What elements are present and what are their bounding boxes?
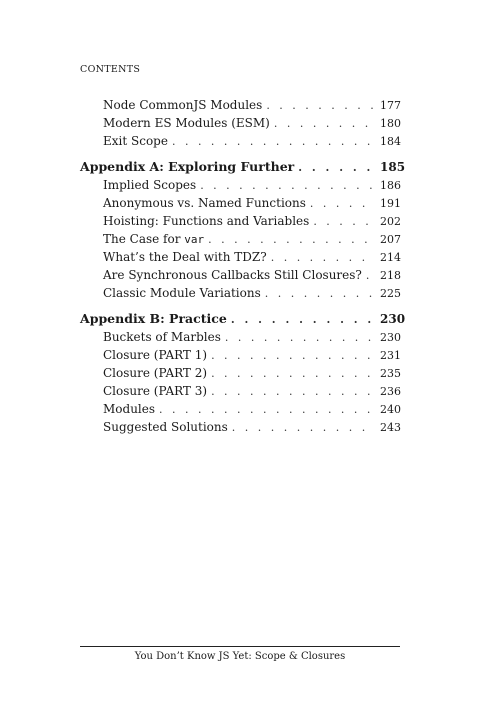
toc-entry[interactable] (80, 328, 400, 346)
toc-entry-label: Implied Scopes (103, 178, 197, 192)
dot-leader (271, 249, 374, 267)
toc-entry[interactable] (80, 176, 400, 194)
toc-entry-label: Classic Module Variations (103, 286, 261, 300)
toc-entry[interactable] (80, 266, 400, 284)
toc-entry[interactable] (80, 194, 400, 212)
toc-entry-page: 214 (380, 251, 401, 264)
toc-entry[interactable] (80, 96, 400, 114)
running-footer: You Don’t Know JS Yet: Scope & Closures (134, 651, 346, 662)
dot-leader (208, 231, 374, 249)
toc-entry-page: 225 (380, 287, 401, 300)
toc-entry-label: Modern ES Modules (ESM) (103, 116, 270, 130)
toc-entry-label: Exit Scope (103, 134, 168, 148)
toc-entry-label: Modules (103, 402, 156, 416)
toc-entry-page: 243 (380, 421, 401, 434)
toc-heading-appendix-b[interactable] (80, 310, 406, 328)
toc-entry[interactable] (80, 114, 400, 132)
toc-entry-label-code: var (184, 233, 205, 246)
toc-entry-label-prefix: The Case for (103, 232, 185, 246)
toc-heading-page: 230 (380, 312, 406, 326)
toc-heading-page: 185 (380, 160, 406, 174)
toc-heading-appendix-a[interactable] (80, 158, 406, 176)
toc-section-continued (80, 96, 400, 150)
toc-entry[interactable] (80, 132, 400, 150)
dot-leader (265, 285, 374, 303)
dot-leader (159, 401, 374, 419)
toc-entry[interactable] (80, 284, 400, 302)
toc-entry-label: Buckets of Marbles (103, 330, 221, 344)
toc-heading-label: Appendix B: Practice (80, 311, 227, 326)
toc-heading-label: Appendix A: Exploring Further (80, 159, 295, 174)
toc-entry[interactable] (80, 418, 400, 436)
dot-leader (310, 195, 374, 213)
dot-leader (200, 177, 374, 195)
toc-entry-page: 240 (380, 403, 401, 416)
toc-entry-label: Closure (PART 3) (103, 384, 208, 398)
toc-entry-page: 177 (380, 99, 401, 112)
dot-leader (211, 383, 374, 401)
toc-entry-page: 230 (380, 331, 401, 344)
toc-entry-label: Are Synchronous Callbacks Still Closures? (103, 268, 362, 282)
dot-leader (211, 347, 374, 365)
toc-entry[interactable] (80, 364, 400, 382)
toc-entry[interactable] (80, 382, 400, 400)
toc-entry-label: Node CommonJS Modules (103, 98, 263, 112)
dot-leader (366, 267, 374, 285)
toc-entry-page: 191 (380, 197, 401, 210)
dot-leader (298, 159, 374, 177)
toc-entry-label: Hoisting: Functions and Variables (103, 214, 310, 228)
toc-entry[interactable] (80, 212, 400, 230)
toc-entry-label: What’s the Deal with TDZ? (103, 250, 267, 264)
toc-entry-label: Suggested Solutions (103, 420, 228, 434)
toc-entry-page: 235 (380, 367, 401, 380)
toc-entry[interactable] (80, 230, 400, 248)
dot-leader (274, 115, 374, 133)
dot-leader (225, 329, 374, 347)
running-head: CONTENTS (80, 64, 141, 75)
dot-leader (266, 97, 374, 115)
toc-entry-page: 186 (380, 179, 401, 192)
toc-entry[interactable] (80, 248, 400, 266)
toc-entry[interactable] (80, 400, 400, 418)
toc-entry-label (103, 230, 204, 249)
toc-entry-label: Anonymous vs. Named Functions (103, 196, 306, 210)
dot-leader (172, 133, 374, 151)
toc-entry-page: 180 (380, 117, 401, 130)
toc-entry-page: 236 (380, 385, 401, 398)
toc-entry-label: Closure (PART 2) (103, 366, 208, 380)
toc-entry-page: 207 (380, 233, 401, 246)
dot-leader (232, 419, 374, 437)
toc-section-appendix-a (80, 158, 406, 302)
dot-leader (313, 213, 374, 231)
toc-entry-page: 202 (380, 215, 401, 228)
toc-entry-label: Closure (PART 1) (103, 348, 208, 362)
dot-leader (211, 365, 374, 383)
footer-rule (80, 646, 400, 647)
toc-entry[interactable] (80, 346, 400, 364)
toc-entry-page: 231 (380, 349, 401, 362)
table-of-contents (80, 96, 406, 444)
dot-leader (231, 311, 374, 329)
toc-entry-page: 218 (380, 269, 401, 282)
toc-section-appendix-b (80, 310, 406, 436)
toc-entry-page: 184 (380, 135, 401, 148)
